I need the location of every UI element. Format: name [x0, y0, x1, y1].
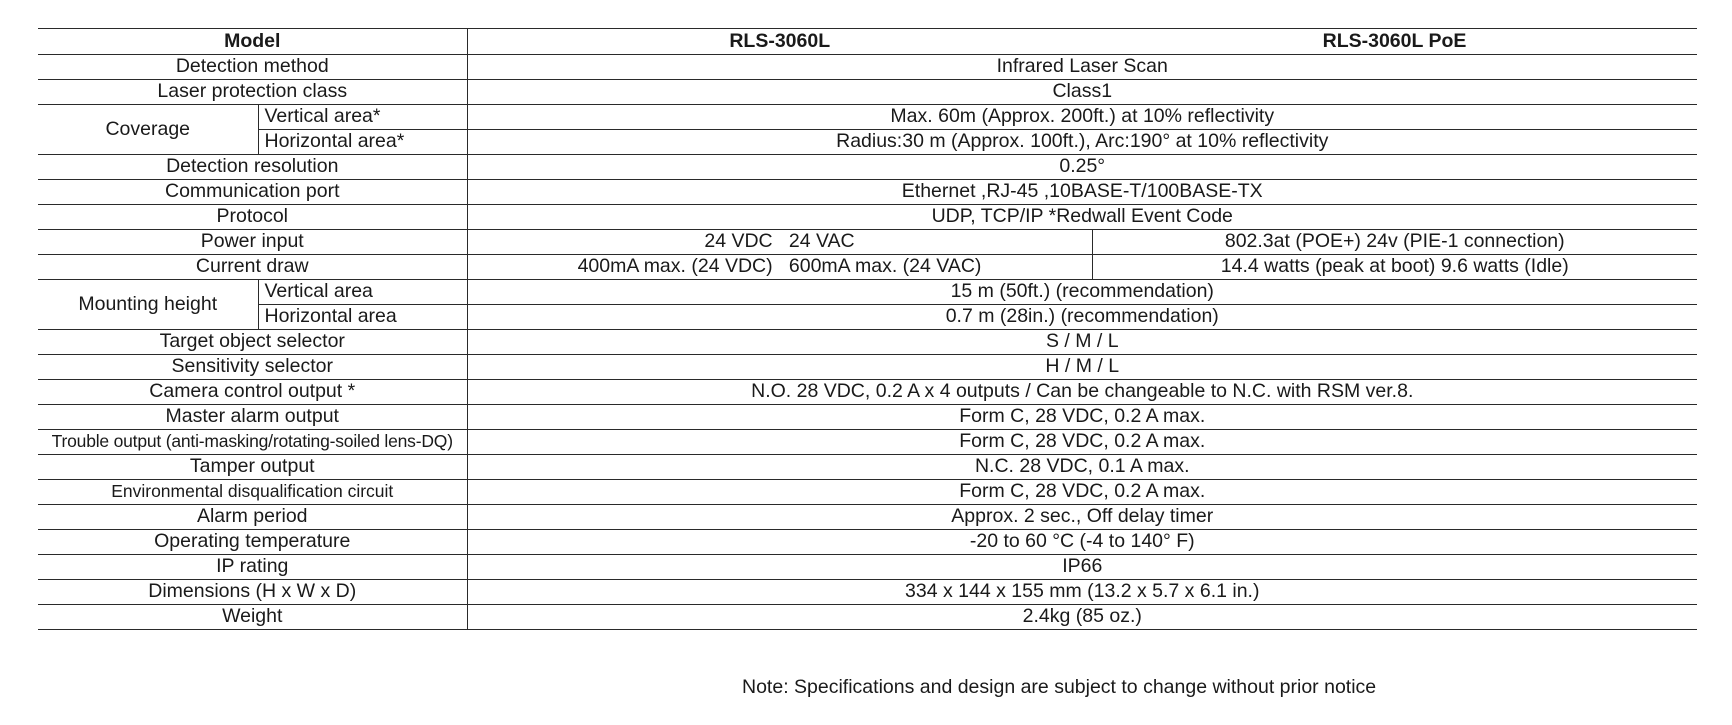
table-row: [38, 530, 1697, 555]
row-label: Communication port: [38, 180, 467, 205]
row-label: Dimensions (H x W x D): [38, 580, 467, 605]
coverage-vertical-label: Vertical area*: [258, 105, 467, 130]
mounting-vertical-value: 15 m (50ft.) (recommendation): [467, 280, 1697, 305]
table-row: [38, 155, 1697, 180]
row-label: Detection method: [38, 55, 467, 80]
row-value: IP66: [467, 555, 1697, 580]
row-label: Power input: [38, 230, 467, 255]
row-value: 0.25°: [467, 155, 1697, 180]
row-value: UDP, TCP/IP *Redwall Event Code: [467, 205, 1697, 230]
row-value-model-b: 802.3at (POE+) 24v (PIE-1 connection): [1092, 230, 1697, 255]
mounting-horizontal-label: Horizontal area: [258, 305, 467, 330]
row-value: Infrared Laser Scan: [467, 55, 1697, 80]
row-value: Form C, 28 VDC, 0.2 A max.: [467, 430, 1697, 455]
mounting-horizontal-value: 0.7 m (28in.) (recommendation): [467, 305, 1697, 330]
coverage-label: Coverage: [38, 105, 258, 155]
row-label: Tamper output: [38, 455, 467, 480]
model-a-header: RLS-3060L: [467, 29, 1092, 55]
table-row: [38, 555, 1697, 580]
footnote: Note: Specifications and design are subject to change without prior notice: [742, 676, 1377, 698]
mounting-vertical-label: Vertical area: [258, 280, 467, 305]
row-label: Alarm period: [38, 505, 467, 530]
table-row: [38, 255, 1697, 280]
row-label: Master alarm output: [38, 405, 467, 430]
row-value: Form C, 28 VDC, 0.2 A max.: [467, 480, 1697, 505]
table-row: [38, 330, 1697, 355]
coverage-horizontal-value: Radius:30 m (Approx. 100ft.), Arc:190° at 10% reflectivity: [467, 130, 1697, 155]
row-label: Environmental disqualification circuit: [38, 480, 467, 505]
table-row: [38, 505, 1697, 530]
row-value: 2.4kg (85 oz.): [467, 605, 1697, 630]
table-row: [38, 480, 1697, 505]
row-value: S / M / L: [467, 330, 1697, 355]
table-row: [38, 205, 1697, 230]
row-value: H / M / L: [467, 355, 1697, 380]
row-value: N.C. 28 VDC, 0.1 A max.: [467, 455, 1697, 480]
row-label: Protocol: [38, 205, 467, 230]
row-value-model-b: 14.4 watts (peak at boot) 9.6 watts (Idle): [1092, 255, 1697, 280]
row-label: Sensitivity selector: [38, 355, 467, 380]
table-row: [38, 130, 1697, 155]
model-header: Model: [38, 29, 467, 55]
table-row: [38, 105, 1697, 130]
table-row: [38, 380, 1697, 405]
table-row: [38, 405, 1697, 430]
table-row: [38, 230, 1697, 255]
table-row: [38, 80, 1697, 105]
row-value: -20 to 60 °C (-4 to 140° F): [467, 530, 1697, 555]
table-row: [38, 280, 1697, 305]
table-row: [38, 55, 1697, 80]
row-label: Operating temperature: [38, 530, 467, 555]
row-value: Ethernet ,RJ-45 ,10BASE-T/100BASE-TX: [467, 180, 1697, 205]
row-label: Current draw: [38, 255, 467, 280]
row-value-model-a: 400mA max. (24 VDC) 600mA max. (24 VAC): [467, 255, 1092, 280]
table-row: [38, 355, 1697, 380]
mounting-height-label: Mounting height: [38, 280, 258, 330]
row-value: Class1: [467, 80, 1697, 105]
row-label: Weight: [38, 605, 467, 630]
table-header-row: [38, 29, 1697, 55]
row-value: 334 x 144 x 155 mm (13.2 x 5.7 x 6.1 in.): [467, 580, 1697, 605]
table-row: [38, 580, 1697, 605]
row-value: N.O. 28 VDC, 0.2 A x 4 outputs / Can be changeable to N.C. with RSM ver.8.: [467, 380, 1697, 405]
table-row: [38, 605, 1697, 630]
table-row: [38, 305, 1697, 330]
row-label: Trouble output (anti-masking/rotating-soiled lens-DQ): [38, 430, 467, 455]
table-row: [38, 430, 1697, 455]
row-label: Laser protection class: [38, 80, 467, 105]
row-label: IP rating: [38, 555, 467, 580]
coverage-vertical-value: Max. 60m (Approx. 200ft.) at 10% reflectivity: [467, 105, 1697, 130]
row-value-model-a: 24 VDC 24 VAC: [467, 230, 1092, 255]
model-b-header: RLS-3060L PoE: [1092, 29, 1697, 55]
row-label: Detection resolution: [38, 155, 467, 180]
row-label: Camera control output *: [38, 380, 467, 405]
row-value: Approx. 2 sec., Off delay timer: [467, 505, 1697, 530]
spec-table: [38, 28, 1697, 630]
row-value: Form C, 28 VDC, 0.2 A max.: [467, 405, 1697, 430]
coverage-horizontal-label: Horizontal area*: [258, 130, 467, 155]
table-row: [38, 455, 1697, 480]
table-row: [38, 180, 1697, 205]
row-label: Target object selector: [38, 330, 467, 355]
